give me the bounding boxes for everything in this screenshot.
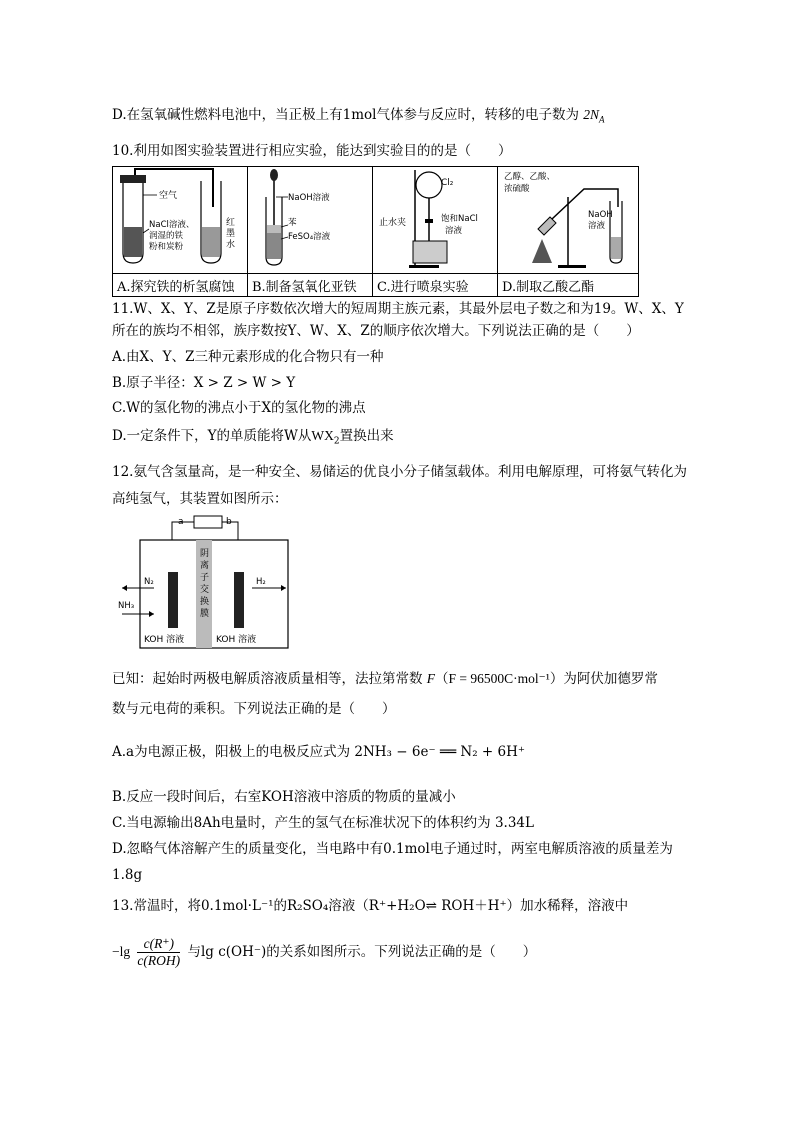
q10-stem: 10.利用如图实验装置进行相应实验，能达到实验目的的是（ ） <box>112 143 512 159</box>
power-source <box>194 516 222 528</box>
ethyl-acetate-figure <box>498 167 638 269</box>
membrane-char-3: 子 <box>200 573 210 583</box>
stopper-left <box>120 175 146 183</box>
label-red: 红 <box>226 218 236 228</box>
avogadro-symbol: 2N <box>583 107 600 122</box>
q11-option-a: A.由X、Y、Z三种元素形成的化合物只有一种 <box>112 349 384 365</box>
q12-known-post: 为阿伏加德罗常 <box>563 671 658 687</box>
q12-option-d-line2: 1.8g <box>112 867 143 883</box>
label-naoh-d: NaOH <box>588 210 613 220</box>
label-reagents: 乙醇、乙酸、 <box>504 172 556 182</box>
red-ink <box>202 227 220 257</box>
reaction-tube <box>538 217 556 235</box>
q10-option-b: B.制备氢氧化亚铁 <box>248 274 373 297</box>
label-ink2: 水 <box>226 240 236 250</box>
label-n2: N₂ <box>144 577 154 587</box>
q13-fraction-denominator: c(ROH) <box>137 953 181 968</box>
terminal-a-label: a <box>178 517 184 527</box>
membrane-char-5: 换 <box>200 597 210 607</box>
label-benzene: 苯 <box>288 218 297 228</box>
q12-known-line2: 数与元电荷的乘积。下列说法正确的是（ ） <box>112 701 396 717</box>
q11-option-b: B.原子半径：X > Z > W > Y <box>112 375 296 391</box>
q11-stem-line1: 11.W、X、Y、Z是原子序数依次增大的短周期主族元素，其最外层电子数之和为19。W、X、Y <box>112 301 684 317</box>
q12-option-c: C.当电源输出8Ah电量时，产生的氢气在标准状况下的体积约为 3.34L <box>112 815 534 831</box>
q11-option-d <box>112 427 394 451</box>
q12-option-d-line1: D.忽略气体溶解产生的质量变化，当电路中有0.1mol电子通过时，两室电解质溶液的质量差为 <box>112 841 673 857</box>
label-powder: 粉和炭粉 <box>149 242 184 252</box>
label-air: 空气 <box>159 191 178 201</box>
beaker <box>413 241 447 263</box>
label-sat-nacl: 饱和NaCl <box>441 214 478 224</box>
q10-option-c: C.进行喷泉实验 <box>373 274 498 297</box>
label-clip: 止水夹 <box>379 218 407 228</box>
q10-option-d: D.制取乙酸乙酯 <box>498 274 639 297</box>
faraday-value: （F = 96500C·mol⁻¹） <box>435 671 564 686</box>
clamp <box>425 219 433 223</box>
label-feso4: FeSO₄溶液 <box>288 232 331 242</box>
rusting-apparatus-figure <box>113 167 247 269</box>
q10-apparatus-table <box>112 166 639 297</box>
feso4-layer <box>267 233 281 259</box>
electrolysis-cell <box>140 540 288 648</box>
fountain-experiment-figure <box>373 167 497 269</box>
q12-known-line1 <box>112 670 658 688</box>
q11-stem-line2: 所在的族均不相邻，族序数按Y、W、X、Z的顺序依次增大。下列说法正确的是（ ） <box>112 323 640 339</box>
label-nacl: NaCl溶液、 <box>149 220 195 230</box>
terminal-b-label: b <box>226 517 232 527</box>
left-electrode <box>168 572 178 628</box>
membrane-char-6: 膜 <box>200 609 210 619</box>
q9-option-d-math <box>583 107 605 125</box>
faraday-symbol: F <box>426 671 436 686</box>
q13-fraction <box>137 936 180 969</box>
label-koh-left: KOH 溶液 <box>144 635 185 645</box>
q13-fraction-numerator: c(R⁺) <box>137 936 180 953</box>
label-solution-d: 溶液 <box>588 221 606 231</box>
q13-stem-rest: 与lg c(OH⁻)的关系如图所示。下列说法正确的是（ ） <box>187 944 537 960</box>
avogadro-sub: A <box>599 114 605 125</box>
label-ink1: 墨 <box>226 229 236 239</box>
label-koh-right: KOH 溶液 <box>216 635 257 645</box>
iron-carbon-powder <box>124 227 142 257</box>
label-nh3: NH₃ <box>118 601 135 611</box>
q10-figure-c <box>373 167 498 274</box>
ferrous-hydroxide-figure <box>248 167 372 269</box>
q13-stem-line2 <box>112 936 536 969</box>
q11-option-d-post: 置换出来 <box>339 428 394 444</box>
membrane-char-4: 交 <box>200 585 210 595</box>
membrane-char-1: 阴 <box>200 549 210 559</box>
q10-figure-b <box>248 167 373 274</box>
right-electrode <box>234 572 244 628</box>
label-h2: H₂ <box>256 577 266 587</box>
label-cl2: Cl₂ <box>441 178 454 188</box>
q9-option-d <box>112 106 605 129</box>
label-wet-iron: 润湿的铁 <box>149 231 184 241</box>
q12-stem-line2: 高纯氢气，其装置如图所示： <box>112 491 288 507</box>
dropper-bulb <box>270 169 278 181</box>
electrolysis-cell-figure <box>112 512 292 652</box>
q10-figure-a <box>113 167 248 274</box>
label-h2so4: 浓硫酸 <box>504 184 530 194</box>
membrane-char-2: 离 <box>200 561 210 571</box>
q12-option-a: A.a为电源正极，阳极上的电极反应式为 2NH₃ − 6e⁻ ══ N₂ + 6H⁺ <box>112 744 526 760</box>
q12-stem-line1: 12.氨气含氢量高，是一种安全、易储运的优良小分子储氢载体。利用电解原理，可将氨气转化为 <box>112 464 687 480</box>
q11-option-d-formula: WX <box>311 428 334 443</box>
q10-figure-d <box>498 167 639 274</box>
q13-neg-lg: −lg <box>112 944 131 959</box>
q10-option-a: A.探究铁的析氢腐蚀 <box>113 274 248 297</box>
q11-option-d-sub: 2 <box>333 436 340 447</box>
q13-stem-line1: 13.常温时，将0.1mol·L⁻¹的R₂SO₄溶液（R⁺+H₂O⇌ ROH＋H⁺）加水稀释，溶液中 <box>112 898 629 914</box>
q11-option-d-text: D.一定条件下，Y的单质能将W从 <box>112 428 312 444</box>
benzene-layer <box>267 225 281 233</box>
q9-option-d-text: D.在氢氧碱性燃料电池中，当正极上有1mol气体参与反应时，转移的电子数为 <box>112 107 579 123</box>
n2-arrow <box>122 585 127 591</box>
label-naoh: NaOH溶液 <box>288 193 330 203</box>
label-solution: 溶液 <box>445 226 463 236</box>
alcohol-lamp <box>532 239 552 263</box>
round-flask <box>416 172 442 198</box>
q12-known-text: 已知：起始时两极电解质溶液质量相等，法拉第常数 <box>112 671 423 687</box>
q12-option-b: B.反应一段时间后，右室KOH溶液中溶质的物质的量减小 <box>112 789 456 805</box>
q11-option-c: C.W的氢化物的沸点小于X的氢化物的沸点 <box>112 400 366 416</box>
